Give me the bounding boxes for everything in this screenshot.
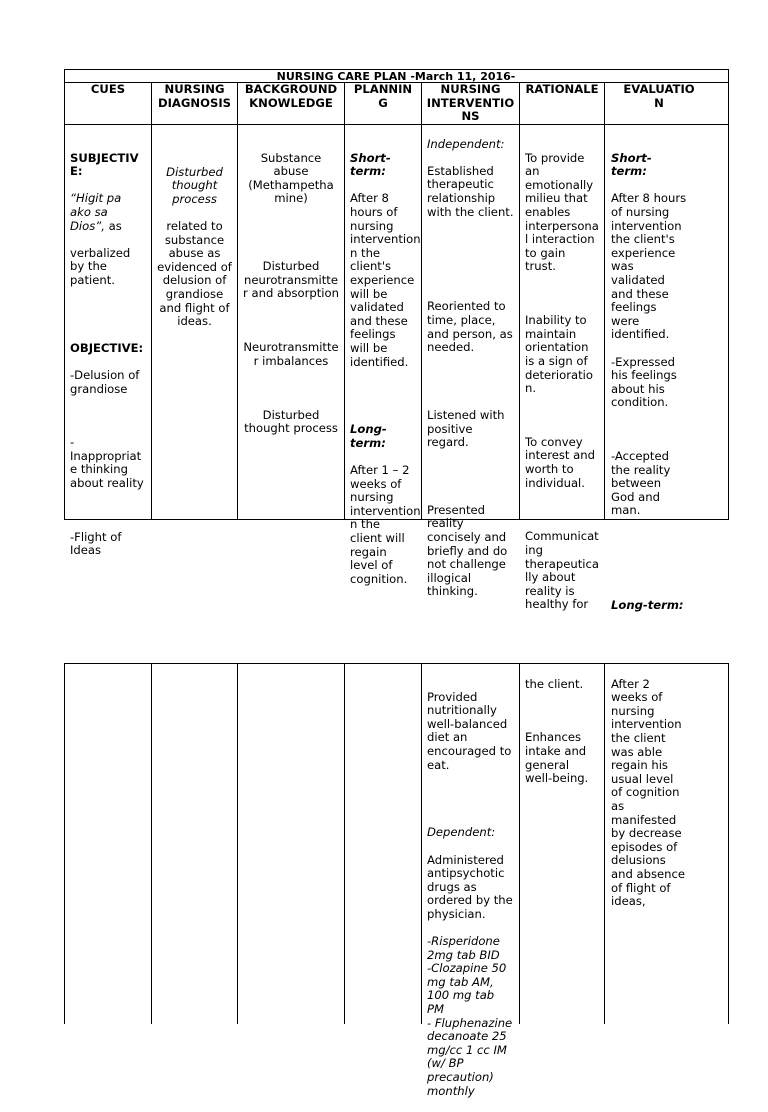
table1-col-border	[344, 82, 345, 520]
dependent-intervention-1: Administered antipsychotic drugs as ordered by the physician.	[427, 852, 513, 921]
planning-short-text: After 8 hours of nursing intervention n the client's experience will be validated and these feelings will be identified.	[350, 191, 421, 369]
background-cell	[238, 138, 344, 449]
objective-item-2: - Inappropriat e thinking about reality	[70, 435, 144, 491]
planning-short-label: Short- term:	[350, 150, 391, 179]
background-p4: Disturbed thought process	[244, 407, 338, 436]
evaluation-3: -Accepted the reality between God and man.	[611, 449, 671, 518]
planning-long-text: After 1 – 2 weeks of nursing intervention n the client will regain level of cognition.	[350, 463, 421, 586]
subjective-quote: “Higit pa ako sa Dios”,	[70, 191, 122, 233]
evaluation-short-label: Short- term:	[611, 150, 652, 179]
table2-col-border	[728, 663, 729, 1024]
table1-header-divider	[64, 124, 729, 125]
intervention-3: Listened with positive regard.	[427, 407, 505, 450]
header-nursing-interventions: NURSING INTERVENTIO NS	[426, 82, 515, 124]
rationale-2: Inability to maintain orientation is a sign of deterioratio n.	[525, 313, 593, 396]
table1-col-border	[64, 69, 65, 520]
table1-col-border	[604, 82, 605, 520]
rationale-continued-cell	[525, 664, 604, 799]
subjective-quote-block	[70, 192, 150, 233]
subjective-label: SUBJECTIV E:	[70, 150, 139, 179]
evaluation-long-text: After 2 weeks of nursing intervention the client was able regain his usual level of cognition as manifested by decrease episodes of delusions and absence of flight of ideas,	[611, 676, 685, 909]
table2-col-border	[151, 663, 152, 1024]
intervention-4: Presented reality concisely and briefly and do not challenge illogical thinking.	[427, 502, 508, 599]
intervention-5: Provided nutritionally well-balanced diet an encouraged to eat.	[427, 689, 512, 772]
header-planning: PLANNIN G	[353, 82, 413, 110]
independent-label: Independent:	[427, 136, 505, 151]
evaluation-cell	[611, 138, 727, 626]
diagnosis-title: Disturbed thought process	[166, 164, 223, 206]
header-cues: CUES	[90, 82, 126, 96]
table1-col-border	[519, 82, 520, 520]
header-rationale: RATIONALE	[525, 82, 599, 96]
evaluation-1: After 8 hours of nursing intervention the client's experience was validated and these feelings were identified.	[611, 191, 687, 342]
objective-label: OBJECTIVE:	[70, 340, 144, 355]
planning-long-label: Long- term:	[350, 422, 387, 450]
subjective-attribution: verbalized by the patient.	[70, 245, 131, 287]
header-evaluation: EVALUATIO N	[623, 82, 695, 110]
header-nursing-diagnosis: NURSING DIAGNOSIS	[158, 82, 231, 110]
diagnosis-text: related to substance abuse as evidenced of delusion of grandiose and flight of ideas.	[157, 218, 232, 329]
diagnosis-cell	[152, 152, 237, 342]
background-p2: Disturbed neurotransmitte r and absorption	[243, 259, 339, 301]
rationale-4: Communicat ing therapeutica lly about reality is healthy for	[525, 529, 599, 612]
evaluation-continued-cell	[611, 664, 727, 922]
medication-list: -Risperidone 2mg tab BID -Clozapine 50 mg tab AM, 100 mg tab PM - Fluphenazine decanoate 25 mg/cc 1 cc IM (w/ BP precaution) monthly	[427, 934, 513, 1098]
table2-col-border	[344, 663, 345, 1024]
intervention-2: Reoriented to time, place, and person, as needed.	[427, 299, 513, 355]
planning-cell	[350, 138, 422, 600]
rationale-cell	[525, 138, 604, 626]
subjective-quote-tail: as	[104, 218, 122, 233]
table2-col-border	[64, 663, 65, 1024]
rationale-5: Enhances intake and general well-being.	[525, 730, 589, 786]
table2-col-border	[237, 663, 238, 1024]
header-background-knowledge: BACKGROUND KNOWLEDGE	[244, 82, 338, 110]
intervention-1: Established therapeutic relationship with the client.	[427, 163, 514, 219]
rationale-1: To provide an emotionally milieu that enables interpersona l interaction to gain trust.	[525, 150, 599, 274]
rationale-continued-1: the client.	[525, 676, 584, 691]
table1-col-border	[728, 69, 729, 520]
objective-item-3: -Flight of Ideas	[70, 529, 122, 558]
objective-item-1: -Delusion of grandiose	[70, 367, 140, 396]
evaluation-long-label: Long-term:	[611, 598, 684, 613]
interventions-continued-cell	[427, 677, 519, 1112]
background-p1: Substance abuse (Methampetha mine)	[248, 150, 334, 206]
rationale-3: To convey interest and worth to individual.	[525, 434, 595, 490]
evaluation-2: -Expressed his feelings about his condition.	[611, 354, 677, 410]
background-p3: Neurotransmitte r imbalances	[243, 340, 339, 368]
dependent-label: Dependent:	[427, 825, 496, 840]
interventions-cell	[427, 124, 519, 613]
table2-col-border	[604, 663, 605, 1024]
table2-col-border	[519, 663, 520, 1024]
cues-cell	[70, 138, 150, 572]
table2-col-border	[421, 663, 422, 1024]
care-plan-title: NURSING CARE PLAN -March 11, 2016-	[276, 70, 516, 83]
